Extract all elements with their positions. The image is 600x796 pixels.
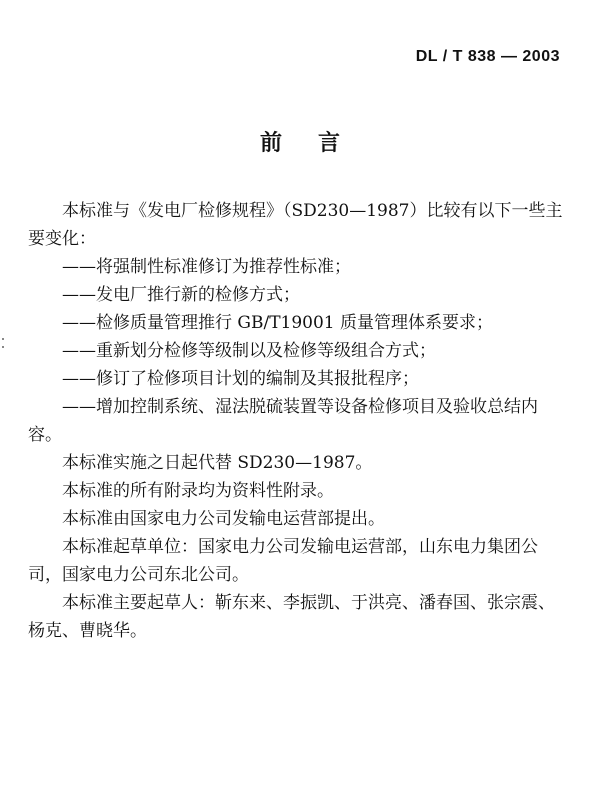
change-item: ——修订了检修项目计划的编制及其报批程序； (62, 369, 419, 389)
page-title: 前言 (259, 131, 376, 156)
scan-speck (2, 338, 4, 340)
change-item: ——检修质量管理推行 GB/T19001 质量管理体系要求； (62, 313, 494, 333)
standard-code: DL / T 838 — 2003 (415, 48, 560, 65)
intro-paragraph: 本标准与《发电厂检修规程》（SD230—1987）比较有以下一些主要变化： (28, 201, 563, 249)
scan-speck (2, 346, 4, 348)
change-item: ——将强制性标准修订为推荐性标准； (62, 257, 351, 277)
replacement-paragraph: 本标准实施之日起代替 SD230—1987。 (62, 453, 373, 473)
drafters-paragraph: 本标准主要起草人：靳东来、李振凯、于洪亮、潘春国、张宗震、杨克、曹晓华。 (28, 593, 555, 641)
change-item: ——发电厂推行新的检修方式； (62, 285, 300, 305)
change-item: ——重新划分检修等级制以及检修等级组合方式； (62, 341, 436, 361)
appendix-paragraph: 本标准的所有附录均为资料性附录。 (62, 481, 334, 501)
change-item: ——增加控制系统、湿法脱硫装置等设备检修项目及验收总结内容。 (28, 397, 538, 445)
proposer-paragraph: 本标准由国家电力公司发输电运营部提出。 (62, 509, 385, 529)
drafting-units-paragraph: 本标准起草单位：国家电力公司发输电运营部，山东电力集团公司，国家电力公司东北公司。 (28, 537, 538, 585)
foreword-body (28, 197, 568, 645)
